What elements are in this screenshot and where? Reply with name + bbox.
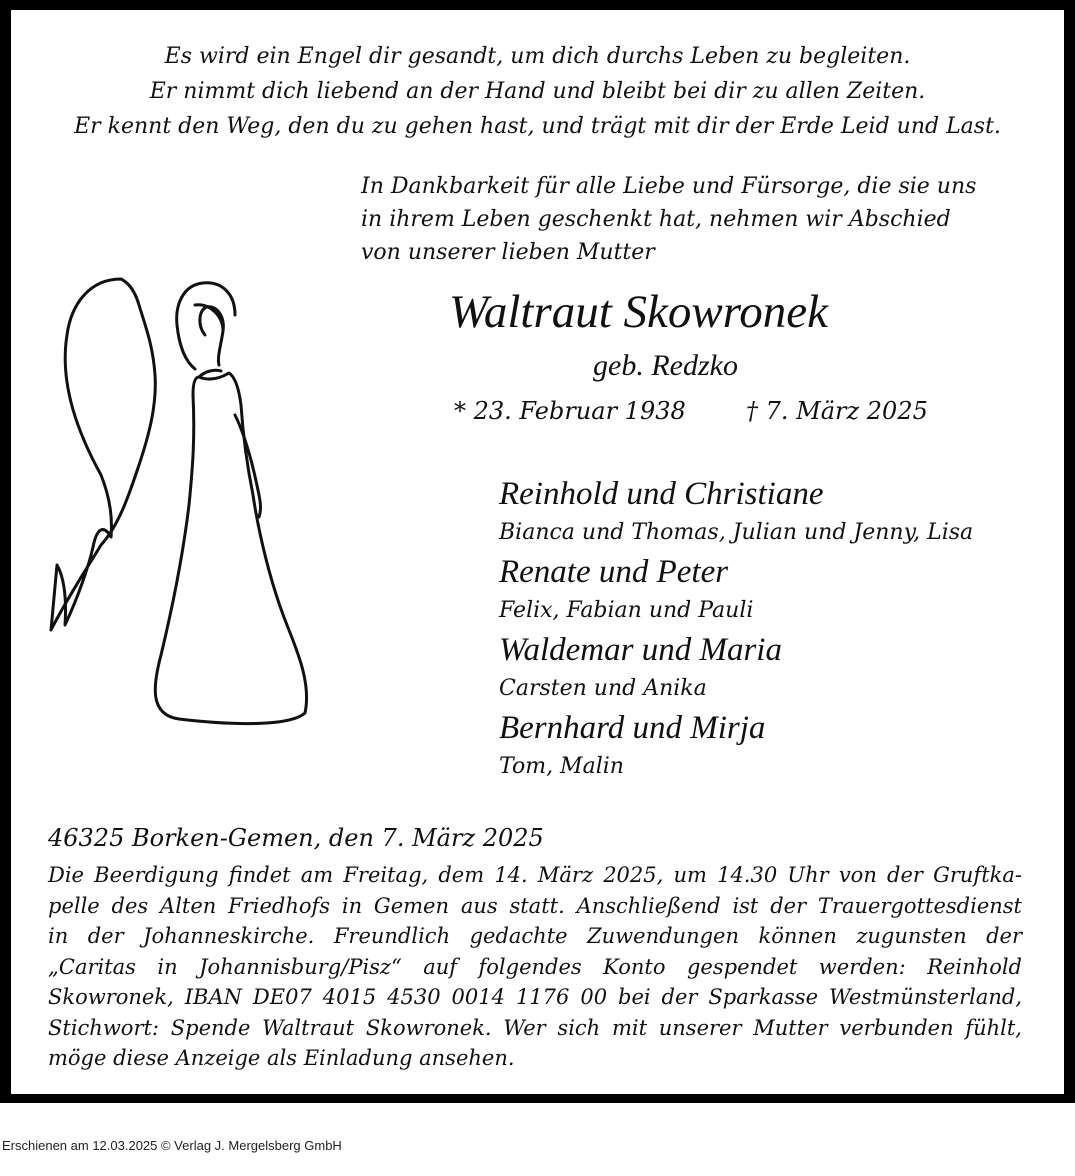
family-primary: Reinhold und Christiane	[499, 476, 824, 512]
funeral-line: Skowronek, IBAN DE07 4015 4530 0014 1176 00 bei der Sparkasse Westmünsterland,	[48, 985, 1022, 1009]
funeral-line: Stichwort: Spende Waltraut Skowronek. Wer sich mit unserer Mutter verbunden fühlt,	[48, 1015, 1022, 1040]
obituary-notice	[11, 10, 1064, 1094]
birth-date: * 23. Februar 1938	[454, 397, 686, 425]
death-date: † 7. März 2025	[746, 397, 928, 425]
poem-line: Es wird ein Engel dir gesandt, um dich durchs Leben zu begleiten.	[164, 44, 911, 69]
deceased-name: Waltraut Skowronek	[449, 286, 829, 338]
funeral-line: möge diese Anzeige als Einladung ansehen.	[48, 1046, 515, 1070]
family-secondary: Tom, Malin	[499, 754, 624, 779]
family-primary: Bernhard und Mirja	[499, 710, 766, 746]
intro-line: von unserer lieben Mutter	[361, 240, 655, 265]
funeral-line: pelle des Alten Friedhofs in Gemen aus statt. Anschließend ist der Trauergottesdienst	[48, 893, 1022, 918]
family-group	[499, 472, 973, 550]
family-primary: Waldemar und Maria	[499, 632, 782, 668]
family-group	[499, 706, 973, 784]
family-secondary: Carsten und Anika	[499, 676, 707, 701]
place-date: 46325 Borken-Gemen, den 7. März 2025	[48, 824, 544, 852]
funeral-details	[48, 860, 1022, 1074]
funeral-line: in der Johanneskirche. Freundlich gedachte Zuwendungen können zugunsten der	[48, 924, 1022, 948]
funeral-line: Die Beerdigung findet am Freitag, dem 14. März 2025, um 14.30 Uhr von der Gruftka-	[48, 863, 1022, 887]
angel-icon	[49, 265, 324, 730]
birth-name: geb. Redzko	[593, 349, 738, 382]
intro-text	[361, 170, 976, 269]
family-group	[499, 628, 973, 706]
family-secondary: Bianca und Thomas, Julian und Jenny, Lisa	[499, 520, 974, 545]
funeral-line: „Caritas in Johannisburg/Pisz“ auf folgendes Konto gespendet werden: Reinhold	[48, 954, 1022, 979]
family-group	[499, 550, 973, 628]
intro-line: In Dankbarkeit für alle Liebe und Fürsorge, die sie uns	[361, 174, 977, 199]
intro-line: in ihrem Leben geschenkt hat, nehmen wir Abschied	[361, 207, 951, 232]
poem	[11, 39, 1064, 144]
family-list	[499, 472, 973, 784]
family-primary: Renate und Peter	[499, 554, 729, 590]
family-secondary: Felix, Fabian und Pauli	[499, 598, 754, 623]
publication-footer: Erschienen am 12.03.2025 © Verlag J. Mergelsberg GmbH	[2, 1138, 342, 1153]
poem-line: Er nimmt dich liebend an der Hand und bleibt bei dir zu allen Zeiten.	[149, 79, 926, 104]
poem-line: Er kennt den Weg, den du zu gehen hast, und trägt mit dir der Erde Leid und Last.	[74, 114, 1001, 139]
